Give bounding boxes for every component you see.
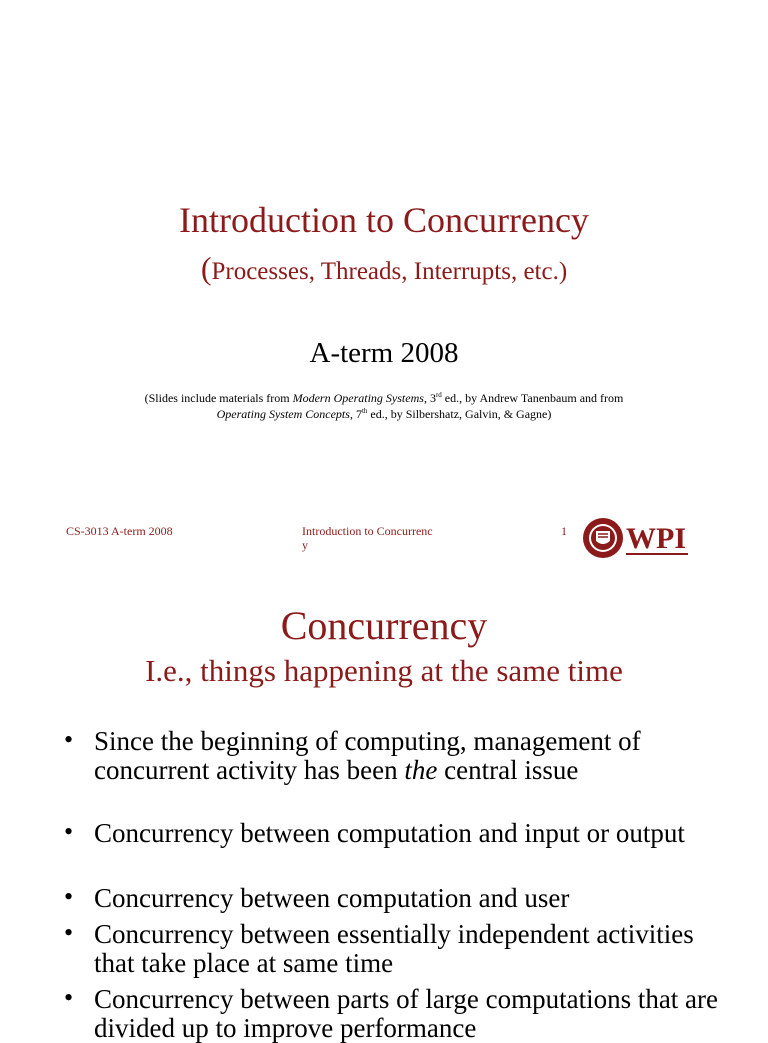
bullet-icon: • <box>64 725 74 754</box>
credits-text: (Slides include materials from <box>144 391 293 405</box>
subtitle-text: Processes, Threads, Interrupts, etc.) <box>211 258 568 285</box>
credits-text: , 7 <box>349 407 362 421</box>
subtitle-paren: ( <box>200 250 212 286</box>
slide2-title: Concurrency <box>280 603 488 648</box>
credits-note <box>0 390 768 422</box>
credits-text: ed., by Andrew Tanenbaum and from <box>441 391 624 405</box>
bullet-icon: • <box>64 983 74 1012</box>
list-item <box>64 920 724 978</box>
bullet-icon: • <box>64 918 74 947</box>
credits-book-title: Modern Operating Systems <box>292 391 424 405</box>
credits-text: , 3 <box>423 391 436 405</box>
list-item <box>64 985 724 1043</box>
list-item <box>64 819 724 848</box>
slide2-subtitle: I.e., things happening at the same time <box>145 653 623 688</box>
credits-superscript: rd <box>435 391 442 399</box>
credits-text: ed., by Silbershatz, Galvin, & Gagne) <box>367 407 552 421</box>
credits-superscript: th <box>361 407 368 415</box>
logo-wordmark: WPI <box>626 522 686 555</box>
footer-title: Introduction to Concurrency <box>302 524 433 552</box>
footer-course: CS-3013 A-term 2008 <box>66 524 173 538</box>
bullet-icon: • <box>64 882 74 911</box>
bullet-text: Since the beginning of computing, management of concurrent activity has been the central issue <box>94 726 641 785</box>
wpi-logo <box>582 516 692 560</box>
bullet-text: Concurrency between computation and user <box>94 883 570 913</box>
slide-title: Introduction to Concurrency <box>179 200 589 240</box>
bullet-text: Concurrency between parts of large computations that are divided up to improve performance <box>94 984 719 1043</box>
footer-page-number: 1 <box>561 524 567 538</box>
list-item <box>64 727 724 785</box>
bullet-text: Concurrency between essentially independent activities that take place at same time <box>94 919 694 978</box>
list-item <box>64 884 724 913</box>
term-label: A-term 2008 <box>309 337 459 369</box>
bullet-text: Concurrency between computation and input or output <box>94 818 685 848</box>
bullet-icon: • <box>64 817 74 846</box>
slide-subtitle <box>0 250 768 290</box>
credits-book-title: Operating System Concepts <box>216 407 350 421</box>
